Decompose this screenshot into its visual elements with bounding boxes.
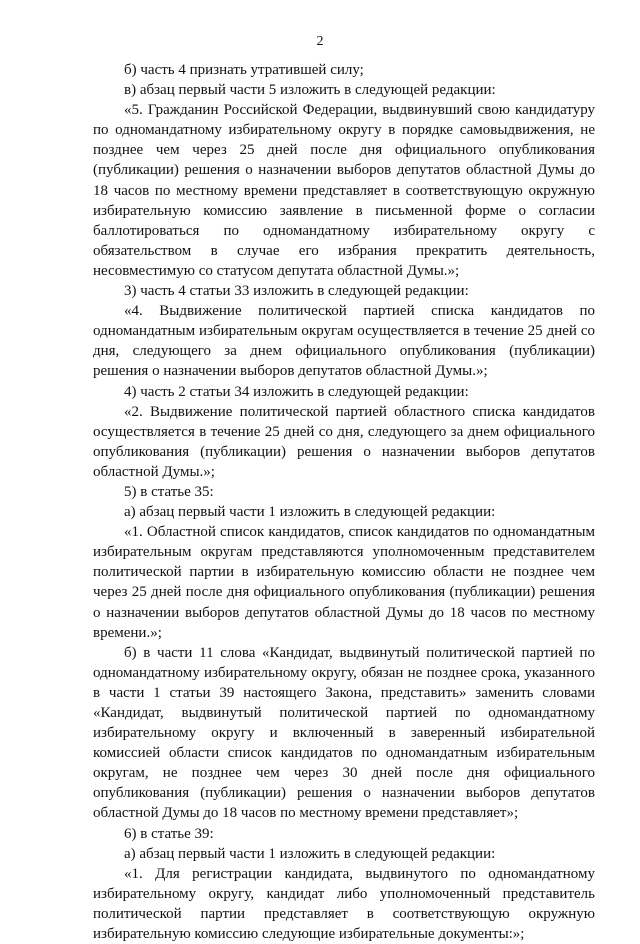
- paragraph-article35-a-text: «1. Областной список кандидатов, список кандидатов по одномандатным избирательным округам представляются уполномоченным представителем политической партии в избирательную комиссию области не позднее чем через 25 дней после дня официального опубликования (публикации) решения о назначении выборов депутатов областной Думы до 18 часов по местному времени.»;: [93, 524, 595, 641]
- paragraph-article34-intro: 4) часть 2 статьи 34 изложить в следующей редакции:: [124, 383, 469, 400]
- paragraph-article39-a-text: «1. Для регистрации кандидата, выдвинутого по одномандатному избирательному округу, кандидат либо уполномоченный представитель политической партии представляет в соответствующую окружную избирательную комиссию следующие избирательные документы:»;: [93, 865, 595, 943]
- paragraph-article35-heading: 5) в статье 35:: [124, 483, 214, 500]
- page-number: 2: [316, 34, 324, 49]
- paragraph-article39-heading: 6) в статье 39:: [124, 825, 214, 842]
- paragraph-article33-intro: 3) часть 4 статьи 33 изложить в следующей редакции:: [124, 283, 469, 300]
- paragraph-part5-intro: в) абзац первый части 5 изложить в следующей редакции:: [124, 82, 496, 99]
- paragraph-article34-text: «2. Выдвижение политической партией областного списка кандидатов осуществляется в течение 25 дней со дня, следующего за днем официального опубликования (публикации) решения о назначении выборов депутатов областной Думы.»;: [93, 403, 595, 480]
- paragraph-part4-repeal: б) часть 4 признать утратившей силу;: [124, 62, 364, 78]
- paragraph-part5-text: «5. Гражданин Российской Федерации, выдвинувший свою кандидатуру по одномандатному избирательному округу в порядке самовыдвижения, не позднее чем через 25 дней после дня официального опубликования (публикации) решения о назначении выборов депутатов областной Думы до 18 часов по местному времени представляет в соответствующую окружную избирательную комиссию заявление в письменной форме о согласии баллотироваться по одномандатному избирательному округу с обязательством в случае его избрания прекратить деятельность, несовместимую со статусом депутата областной Думы.»;: [93, 102, 595, 279]
- paragraph-article39-a-intro: а) абзац первый части 1 изложить в следующей редакции:: [124, 845, 496, 862]
- document-body: [93, 60, 595, 944]
- paragraph-article35-a-intro: а) абзац первый части 1 изложить в следующей редакции:: [124, 504, 496, 521]
- paragraph-article33-text: «4. Выдвижение политической партией списка кандидатов по одномандатным избирательным округам осуществляется в течение 25 дней со дня, следующего за днем официального опубликования (публикации) решения о назначении выборов депутатов областной Думы.»;: [93, 303, 595, 380]
- paragraph-article35-b: б) в части 11 слова «Кандидат, выдвинутый политической партией по одномандатному избирательному округу, обязан не позднее срока, указанного в части 1 статьи 39 настоящего Закона, представить» заменить словами «Кандидат, выдвинутый политической партией по одномандатному избирательному округу и включенный в заверенный избирательной комиссией области список кандидатов по одномандатным избирательным округам, не позднее чем через 30 дней после дня официального опубликования (публикации) решения о назначении выборов депутатов областной Думы до 18 часов по местному времени представляет»;: [93, 644, 595, 822]
